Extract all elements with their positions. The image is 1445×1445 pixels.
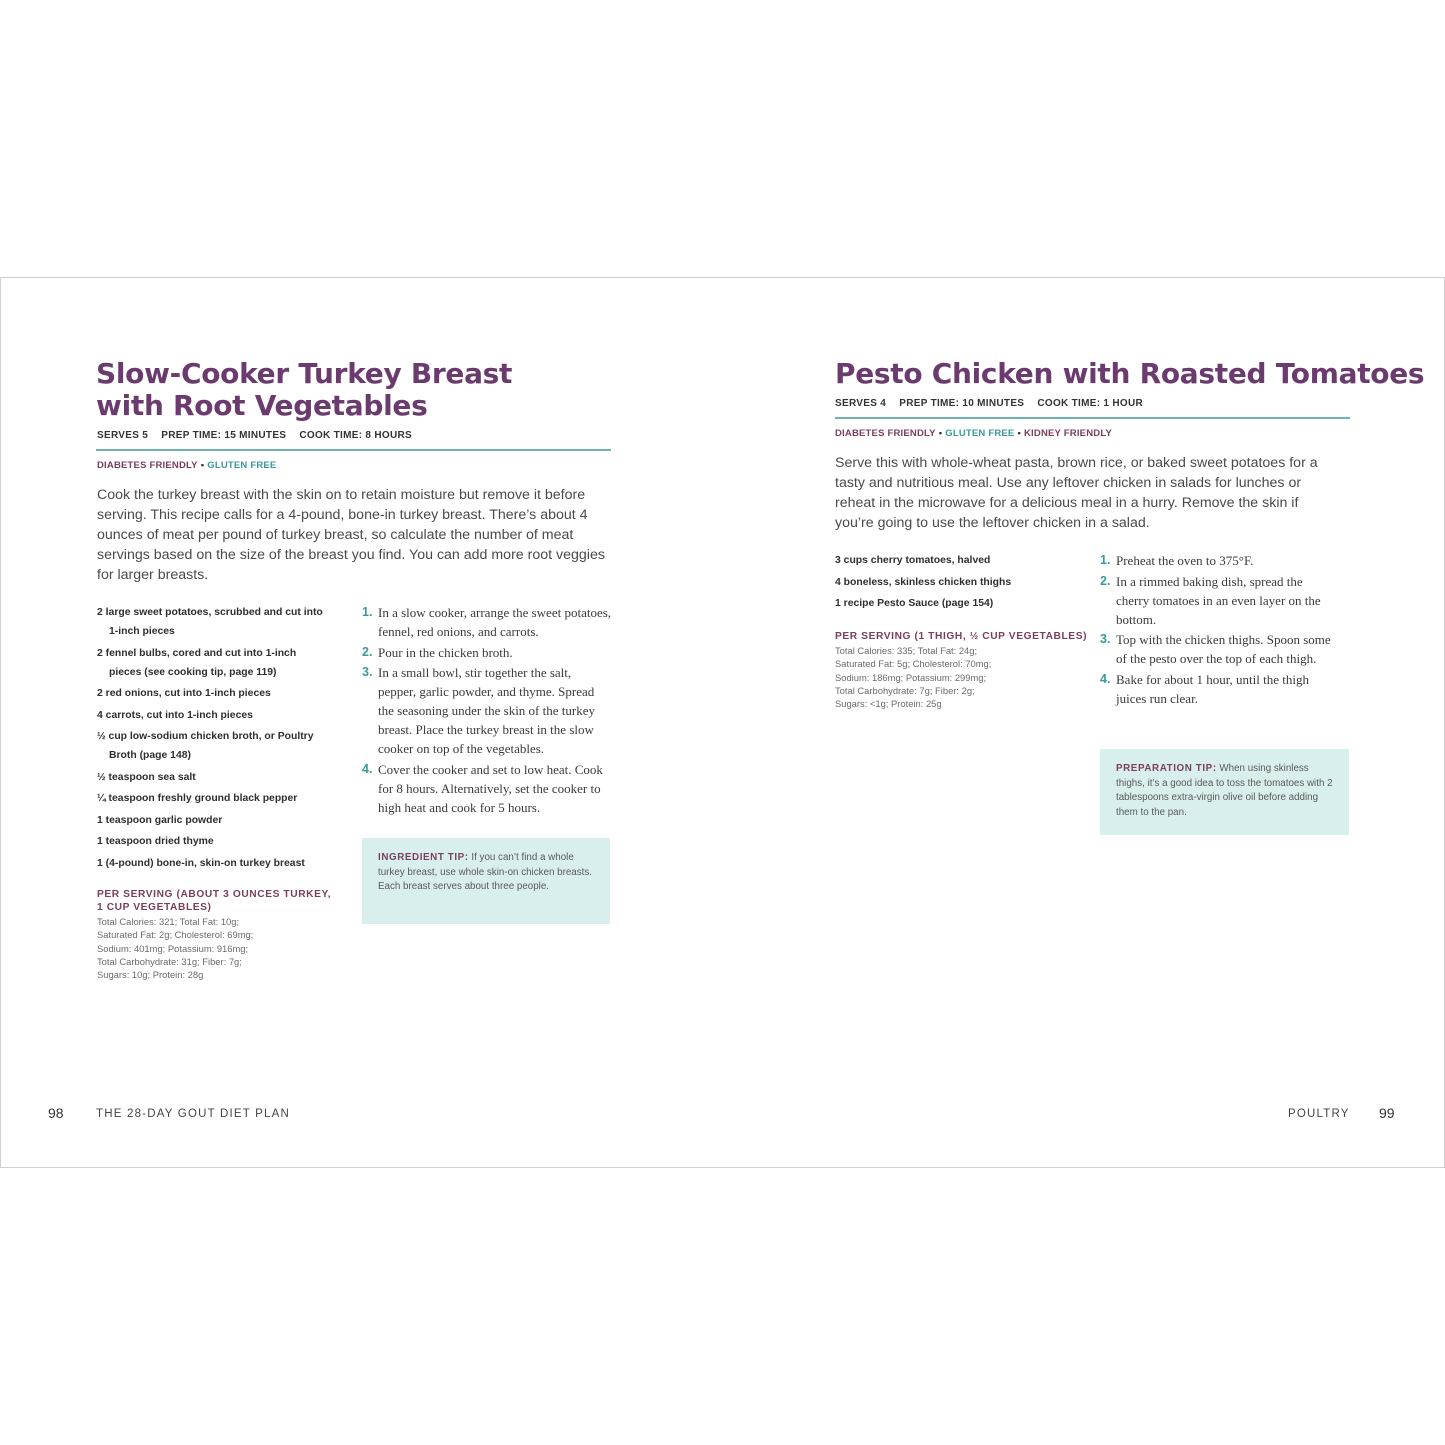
step-number: 4. (1100, 671, 1111, 686)
ingredient-item: 1 (4-pound) bone-in, skin-on turkey breast (97, 857, 305, 869)
method-step (362, 643, 612, 662)
nutrition-line: Total Calories: 321; Total Fat: 10g; (97, 916, 240, 927)
page-number: 98 (48, 1105, 64, 1121)
nutrition-line: Sodium: 186mg; Potassium: 299mg; (835, 671, 987, 683)
cook-time: COOK TIME: 1 HOUR (1037, 398, 1144, 409)
method-step (362, 663, 612, 758)
nutrition-line: Total Calories: 335; Total Fat: 24g; (835, 645, 978, 656)
step-text: In a small bowl, stir together the salt, pepper, garlic powder, and thyme. Spread the seasoning under the skin of the turkey breast. Place the turkey breast in the slow cooker on top of the vegetables. (378, 665, 595, 756)
nutrition-line: Saturated Fat: 5g; Cholesterol: 70mg; (835, 658, 992, 670)
method-step (1100, 551, 1335, 570)
ingredient-item: 1 teaspoon garlic powder (97, 814, 223, 826)
preparation-tip-box (1100, 749, 1349, 835)
step-text: In a slow cooker, arrange the sweet potatoes, fennel, red onions, and carrots. (378, 605, 612, 639)
tag-separator: • (200, 460, 205, 471)
ingredient-item: 4 carrots, cut into 1-inch pieces (97, 709, 253, 721)
tag-gluten-free: GLUTEN FREE (207, 460, 277, 471)
ingredient-item: 2 large sweet potatoes, scrubbed and cut into 1-inch pieces (97, 607, 323, 637)
ingredient-item: 3 cups cherry tomatoes, halved (835, 555, 991, 566)
cook-time: COOK TIME: 8 HOURS (299, 430, 412, 441)
serves-info: SERVES 4 (835, 398, 887, 409)
left-page (1, 278, 722, 1167)
tag-separator: • (938, 428, 943, 439)
running-head: THE 28-DAY GOUT DIET PLAN (96, 1108, 291, 1120)
tag-diabetes-friendly: DIABETES FRIENDLY (835, 428, 936, 439)
nutrition-line: Sugars: <1g; Protein: 25g (835, 698, 942, 710)
ingredient-item: 2 fennel bulbs, cored and cut into 1-inch pieces (see cooking tip, page 119) (97, 647, 297, 678)
tag-diabetes-friendly: DIABETES FRIENDLY (97, 460, 198, 471)
tag-gluten-free: GLUTEN FREE (945, 428, 1015, 439)
nutrition-line: Sugars: 10g; Protein: 28g (97, 969, 204, 981)
method-steps (362, 603, 612, 818)
prep-time: PREP TIME: 15 MINUTES (161, 430, 287, 441)
recipe-meta (835, 398, 1153, 409)
right-page (722, 278, 1444, 1167)
ingredients-list (835, 551, 1085, 616)
diet-tags (835, 428, 1112, 439)
ingredient-item: 1 teaspoon dried thyme (97, 836, 214, 847)
nutrition-line: Saturated Fat: 2g; Cholesterol: 69mg; (97, 929, 254, 941)
nutrition-facts (97, 915, 253, 981)
recipe-title-line-1: Slow-Cooker Turkey Breast (96, 357, 513, 390)
step-number: 1. (362, 605, 373, 619)
ingredient-tip-box (362, 838, 610, 924)
serves-info: SERVES 5 (97, 430, 149, 441)
recipe-title (96, 358, 512, 422)
recipe-title: Pesto Chicken with Roasted Tomatoes (835, 357, 1425, 390)
running-head: POULTRY (1288, 1108, 1350, 1120)
step-number: 1. (1100, 553, 1111, 567)
meta-divider (96, 449, 611, 451)
nutrition-line: Sodium: 401mg; Potassium: 916mg; (97, 942, 249, 954)
recipe-intro: Cook the turkey breast with the skin on to retain moisture but remove it before serving. This recipe calls for a 4-pound, bone-in turkey breast. There’s about 4 ounces of meat per pound of turkey breast, so calculate the number of meat servings based on the size of the breast you find. You can add more root veggies for larger breasts. (97, 487, 605, 583)
ingredient-item: ½ cup low-sodium chicken broth, or Poultry Broth (page 148) (97, 731, 314, 761)
step-text: Pour in the chicken broth. (378, 644, 513, 660)
ingredient-item: ¼ teaspoon freshly ground black pepper (97, 793, 298, 804)
page-number: 99 (1379, 1105, 1395, 1121)
tip-label: INGREDIENT TIP: (378, 852, 469, 863)
diet-tags (97, 460, 276, 471)
step-text: Cover the cooker and set to low heat. Cook for 8 hours. Alternatively, set the cooker to high heat and cook for 5 hours. (378, 761, 603, 815)
step-number: 2. (1100, 573, 1111, 588)
step-number: 4. (362, 761, 373, 776)
per-serving-heading: PER SERVING (ABOUT 3 OUNCES TURKEY, 1 CUP VEGETABLES) (97, 889, 332, 913)
prep-time: PREP TIME: 10 MINUTES (899, 398, 1025, 409)
per-serving-heading: PER SERVING (1 THIGH, ½ CUP VEGETABLES) (835, 631, 1088, 642)
recipe-title-line-2: with Root Vegetables (96, 389, 428, 422)
meta-divider (835, 417, 1350, 419)
step-text: Top with the chicken thighs. Spoon some of the pesto over the top of each thigh. (1116, 632, 1331, 666)
tip-text: If you can’t find a whole turkey breast, use whole skin-on chicken breasts. Each breast serves about three people. (378, 852, 593, 892)
ingredient-item: ½ teaspoon sea salt (97, 771, 196, 783)
method-step (1100, 572, 1335, 629)
ingredient-item: 2 red onions, cut into 1-inch pieces (97, 688, 271, 699)
step-text: Bake for about 1 hour, until the thigh juices run clear. (1116, 671, 1310, 706)
nutrition-facts (835, 644, 991, 710)
step-number: 3. (362, 665, 373, 679)
book-spread (0, 277, 1445, 1168)
tag-kidney-friendly: KIDNEY FRIENDLY (1024, 428, 1112, 439)
method-step (362, 760, 612, 817)
tip-label: PREPARATION TIP: (1116, 763, 1217, 774)
method-step (1100, 670, 1335, 708)
tag-separator: • (1017, 428, 1021, 439)
method-step (362, 603, 612, 641)
method-step (1100, 630, 1335, 668)
tip-paragraph (1100, 749, 1349, 820)
nutrition-line: Total Carbohydrate: 31g; Fiber: 7g; (97, 955, 242, 967)
method-steps (1100, 551, 1335, 709)
step-text: Preheat the oven to 375°F. (1116, 553, 1254, 568)
step-number: 2. (362, 644, 373, 659)
tip-text: When using skinless thighs, it’s a good idea to toss the tomatoes with 2 tablespoons extra-virgin olive oil before adding them to the pan. (1116, 763, 1333, 818)
step-number: 3. (1100, 632, 1111, 646)
nutrition-line: Total Carbohydrate: 7g; Fiber: 2g; (835, 684, 975, 696)
ingredient-item: 1 recipe Pesto Sauce (page 154) (835, 598, 994, 609)
tip-paragraph (362, 838, 610, 895)
ingredient-item: 4 boneless, skinless chicken thighs (835, 576, 1012, 588)
recipe-intro: Serve this with whole-wheat pasta, brown rice, or baked sweet potatoes for a tasty and nutritious meal. Use any leftover chicken in salads for lunches or reheat in the microwave for a delicious meal in a hurry. Remove the skin if you’re going to use the leftover chicken in a salad. (835, 455, 1318, 531)
ingredients-list (97, 603, 329, 875)
recipe-meta (97, 430, 422, 441)
step-text: In a rimmed baking dish, spread the cherry tomatoes in an even layer on the bottom. (1116, 573, 1321, 627)
